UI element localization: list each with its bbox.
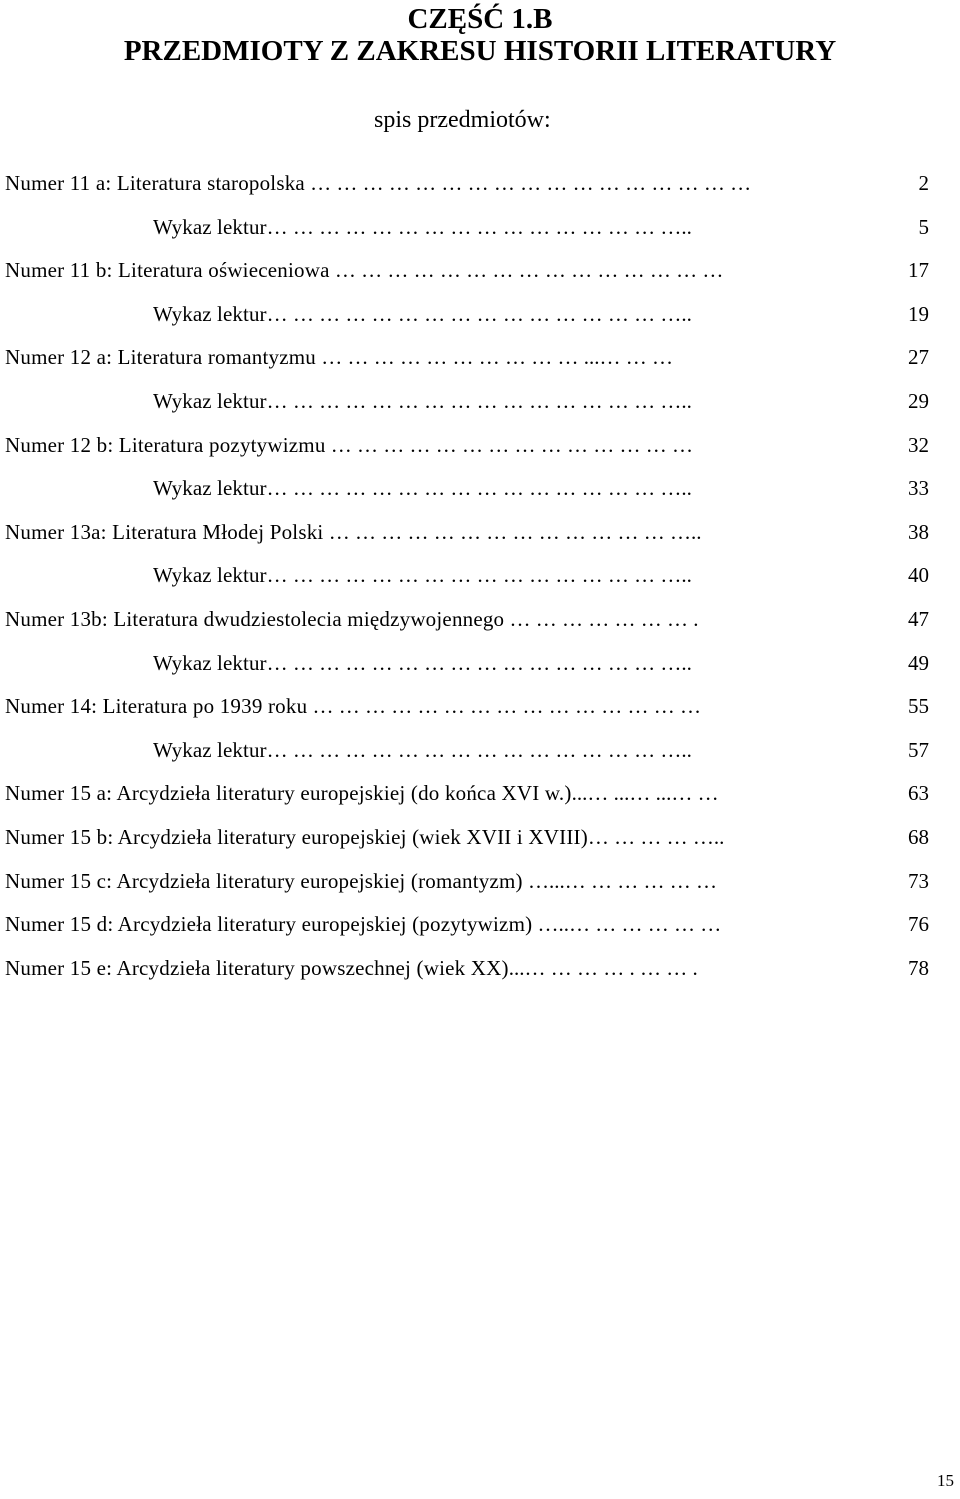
toc-subentry [0,212,960,256]
toc-entry-label: Numer 11 b: Literatura oświeceniowa [5,258,330,283]
toc-entry-text [153,212,877,242]
toc-entry-label: Numer 15 d: Arcydzieła literatury europejskiej (pozytywizm) [5,912,533,937]
toc-subentry [0,473,960,517]
toc-entry-label: Numer 12 b: Literatura pozytywizmu [5,432,326,457]
toc-entry-label: Wykaz lektur [153,388,267,413]
toc-entry-label: Numer 15 e: Arcydzieła literatury powszechnej (wiek XX) [5,955,509,980]
toc-entry-label: Numer 13a: Literatura Młodej Polski [5,519,324,544]
toc-leader-dots: … … … … … … … … … … … … … … … [307,694,702,719]
toc-entry [0,604,960,648]
toc-leader-dots: …...… … … … … … [522,868,717,893]
toc-subentry [0,648,960,692]
toc-leader-dots: … … … … ….. [587,824,725,849]
toc-leader-dots: ...… ...… ...… … [571,781,719,806]
toc-entry [0,255,960,299]
toc-entry-label: Numer 15 b: Arcydzieła literatury europejskiej (wiek XVII i XVIII) [5,824,588,849]
toc-entry-label: Numer 15 a: Arcydzieła literatury europejskiej (do końca XVI w.) [5,781,572,806]
toc-leader-dots: … … … … … … … … … … … … … … [325,432,694,457]
toc-page-number: 33 [908,476,929,501]
toc-entry-label: Wykaz lektur [153,737,267,762]
toc-entry-text [153,735,877,765]
toc-entry-text [5,604,877,634]
toc-page-number: 27 [908,345,929,370]
toc-entry-text [153,299,877,329]
toc-leader-dots: … … … … … … … … … … … … … … … ….. [266,650,692,675]
toc-entry-text [5,517,877,547]
toc-entry [0,168,960,212]
toc-entry-text [5,168,877,198]
toc-entry-text [5,691,877,721]
toc-entry-text [5,255,877,285]
toc-page-number: 57 [908,737,929,762]
toc-entry [0,778,960,822]
toc-entry-text [5,822,877,852]
toc-page-number: 5 [918,214,929,239]
toc-entry [0,517,960,561]
toc-entry-label: Numer 14: Literatura po 1939 roku [5,694,308,719]
toc-entry-text [5,866,877,896]
toc-leader-dots: ...… … … … . … … . [508,955,698,980]
toc-leader-dots: … … … … … … … … … … … … … … … … … [304,171,752,195]
toc-leader-dots: …..… … … … … … [532,912,722,937]
toc-entry-label: Numer 15 c: Arcydzieła literatury europejskiej (romantyzm) [5,868,523,893]
toc-subentry [0,560,960,604]
toc-entry-text [153,560,877,590]
toc-leader-dots: … … … … … … … … … … … … … ….. [323,519,702,544]
toc-subentry [0,299,960,343]
toc-leader-dots: … … … … … … … . [504,606,699,631]
toc-entry-text [153,386,877,416]
toc-entry [0,430,960,474]
toc-entry-label: Wykaz lektur [153,476,267,501]
toc-entry-text [153,648,877,678]
toc-subentry [0,386,960,430]
toc-leader-dots: … … … … … … … … … … ...… … … [316,345,673,370]
toc-leader-dots: … … … … … … … … … … … … … … … ….. [266,388,692,413]
toc-entry-text [5,778,877,808]
toc-leader-dots: … … … … … … … … … … … … … … … [329,258,724,283]
toc-entry [0,866,960,910]
page-number: 15 [937,1471,954,1490]
toc-leader-dots: … … … … … … … … … … … … … … … ….. [266,476,692,501]
toc-page-number: 2 [918,171,929,195]
toc-page-number: 49 [908,650,929,675]
toc-leader-dots: … … … … … … … … … … … … … … … ….. [266,301,692,326]
toc-entry [0,953,960,997]
toc-leader-dots: … … … … … … … … … … … … … … … ….. [266,214,692,239]
toc-page-number: 76 [908,912,929,937]
toc-subtitle: spis przedmiotów: [374,107,551,133]
toc-entry [0,909,960,953]
toc-entry-label: Wykaz lektur [153,301,267,326]
toc-entry-label: Numer 13b: Literatura dwudziestolecia międzywojennego [5,606,505,631]
toc-entry [0,822,960,866]
toc-page-number: 55 [908,694,929,719]
toc-page-number: 17 [908,258,929,283]
toc-entry-text [153,473,877,503]
toc-page-number: 19 [908,301,929,326]
toc-page-number: 78 [908,955,929,980]
toc-entry-label: Wykaz lektur [153,650,267,675]
toc-page-number: 63 [908,781,929,806]
part-heading: CZĘŚĆ 1.B [407,3,553,35]
toc-entry-label: Numer 12 a: Literatura romantyzmu [5,345,316,370]
toc-entry-text [5,909,877,939]
toc-page-number: 38 [908,519,929,544]
toc-entry [0,342,960,386]
toc-entry-text [5,342,877,372]
toc-leader-dots: … … … … … … … … … … … … … … … ….. [266,737,692,762]
section-heading: PRZEDMIOTY Z ZAKRESU HISTORII LITERATURY [123,35,837,67]
toc-entry-label: Wykaz lektur [153,214,267,239]
toc-entry-label: Numer 11 a: Literatura staropolska [5,171,305,195]
toc-entry [0,691,960,735]
table-of-contents [0,168,960,996]
toc-entry-label: Wykaz lektur [153,563,267,588]
toc-subentry [0,735,960,779]
toc-entry-text [5,953,877,983]
toc-page-number: 68 [908,824,929,849]
toc-leader-dots: … … … … … … … … … … … … … … … ….. [266,563,692,588]
toc-page-number: 29 [908,388,929,413]
toc-page-number: 40 [908,563,929,588]
toc-page-number: 32 [908,432,929,457]
toc-page-number: 47 [908,606,929,631]
toc-page-number: 73 [908,868,929,893]
toc-entry-text [5,430,877,460]
